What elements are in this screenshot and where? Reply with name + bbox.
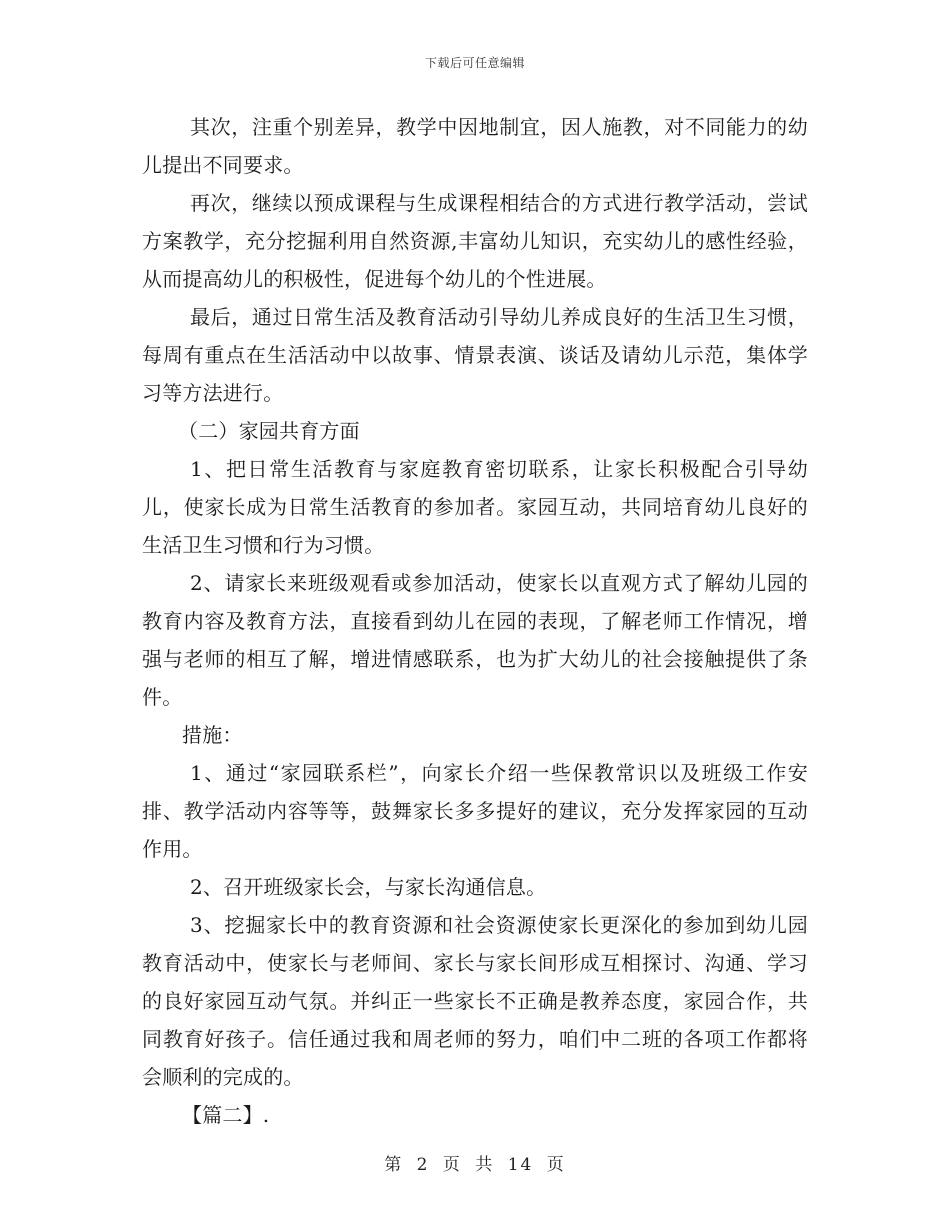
paragraph-individual-differences: 其次，注重个别差异，教学中因地制宜，因人施教，对不同能力的幼儿提出不同要求。 <box>142 115 808 177</box>
section-heading-home-school: （二）家园共育方面 <box>178 419 360 443</box>
paragraph-home-school-item-2: 2、请家长来班级观看或参加活动，使家长以直观方式了解幼儿园的教育内容及教育方法，直接看到幼儿在园的表现，了解老师工作情况，增强与老师的相互了解，增进情感联系，也为扩大幼儿的社会接触提供了条件。 <box>142 571 808 709</box>
paragraph-curriculum-approach: 再次，继续以预成课程与生成课程相结合的方式进行教学活动，尝试方案教学，充分挖掘利用自然资源,丰富幼儿知识，充实幼儿的感性经验，从而提高幼儿的积极性，促进每个幼儿的个性进展。 <box>142 191 808 291</box>
document-body <box>142 108 808 1134</box>
page-footer: 第 2 页 共 14 页 <box>384 1155 566 1175</box>
paragraph-home-school-item-1: 1、把日常生活教育与家庭教育密切联系，让家长积极配合引导幼儿，使家长成为日常生活教育的参加者。家园互动，共同培育幼儿良好的生活卫生习惯和行为习惯。 <box>142 457 808 557</box>
paragraph-measure-2: 2、召开班级家长会，与家长沟通信息。 <box>190 875 547 899</box>
part-two-heading: 【篇二】. <box>182 1103 270 1127</box>
page-header: 下载后可任意编辑 <box>424 56 525 70</box>
paragraph-measure-1: 1、通过“家园联系栏”，向家长介绍一些保教常识以及班级工作安排、教学活动内容等等，鼓舞家长多多提好的建议，充分发挥家园的互动作用。 <box>142 761 808 861</box>
paragraph-measure-3: 3、挖掘家长中的教育资源和社会资源使家长更深化的参加到幼儿园教育活动中，使家长与老师间、家长与家长间形成互相探讨、沟通、学习的良好家园互动气氛。并纠正一些家长不正确是教养态度，家园合作，共同教育好孩子。信任通过我和周老师的努力，咱们中二班的各项工作都将会顺利的完成的。 <box>142 913 808 1089</box>
paragraph-daily-habits: 最后，通过日常生活及教育活动引导幼儿养成良好的生活卫生习惯，每周有重点在生活活动中以故事、情景表演、谈话及请幼儿示范，集体学习等方法进行。 <box>142 305 808 405</box>
measures-heading: 措施： <box>182 723 243 747</box>
